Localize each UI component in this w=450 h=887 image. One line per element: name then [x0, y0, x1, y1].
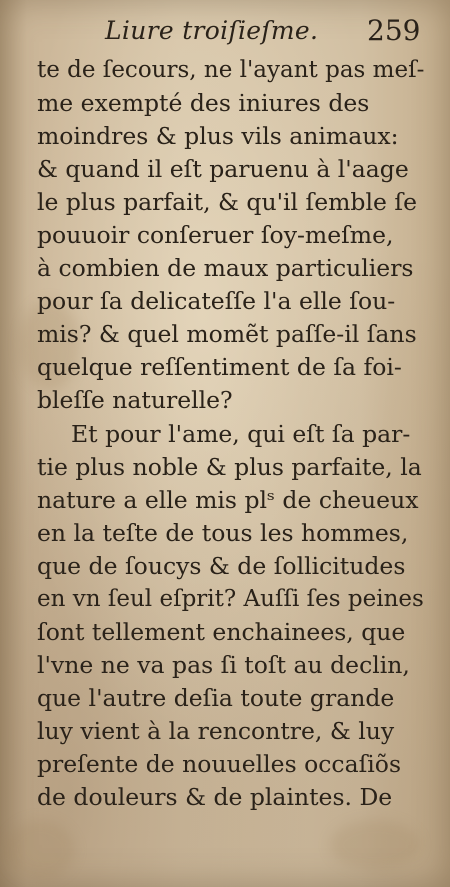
- text-line: & quand il eſt paruenu à l'aage: [37, 155, 409, 183]
- text-line: que de ſoucys & de ſollicitudes: [37, 552, 406, 580]
- text-line: ſont tellement enchainees, que: [37, 618, 406, 646]
- paper-stain: [330, 820, 420, 870]
- text-line: en vn ſeul eſprit? Auſſi ſes peines: [37, 586, 424, 612]
- running-head: [105, 14, 425, 50]
- page-number: 259: [367, 14, 421, 47]
- text-line: luy vient à la rencontre, & luy: [37, 717, 395, 745]
- text-line: te de ſecours, ne l'ayant pas meſ-: [37, 57, 425, 83]
- running-head-title: Liure troiſieſme.: [105, 16, 319, 45]
- text-line: me exempté des iniures des: [37, 89, 370, 117]
- text-line: quelque reſſentiment de ſa foi-: [37, 353, 402, 381]
- text-line: tie plus noble & plus parfaite, la: [37, 453, 422, 481]
- text-line: moindres & plus vils animaux:: [37, 122, 399, 150]
- text-line: pouuoir conſeruer ſoy-meſme,: [37, 221, 394, 249]
- text-line: bleſſe naturelle?: [37, 386, 233, 414]
- text-line: le plus parfait, & qu'il ſemble ſe: [37, 188, 417, 216]
- text-line: à combien de maux particuliers: [37, 254, 414, 282]
- paragraph-first-line: Et pour l'ame, qui eſt ſa par-: [71, 420, 411, 448]
- text-line: mis? & quel momẽt paſſe-il ſans: [37, 320, 417, 348]
- text-line: de douleurs & de plaintes. De: [37, 783, 393, 811]
- text-line: l'vne ne va pas ſi toſt au declin,: [37, 651, 410, 679]
- text-line: preſente de nouuelles occaſiõs: [37, 750, 401, 778]
- text-line: en la teſte de tous les hommes,: [37, 519, 409, 547]
- text-line: pour ſa delicateſſe l'a elle ſou-: [37, 287, 396, 315]
- text-line: nature a elle mis plˢ de cheueux: [37, 486, 419, 514]
- text-line: que l'autre deſia toute grande: [37, 684, 395, 712]
- paper-stain: [5, 820, 75, 880]
